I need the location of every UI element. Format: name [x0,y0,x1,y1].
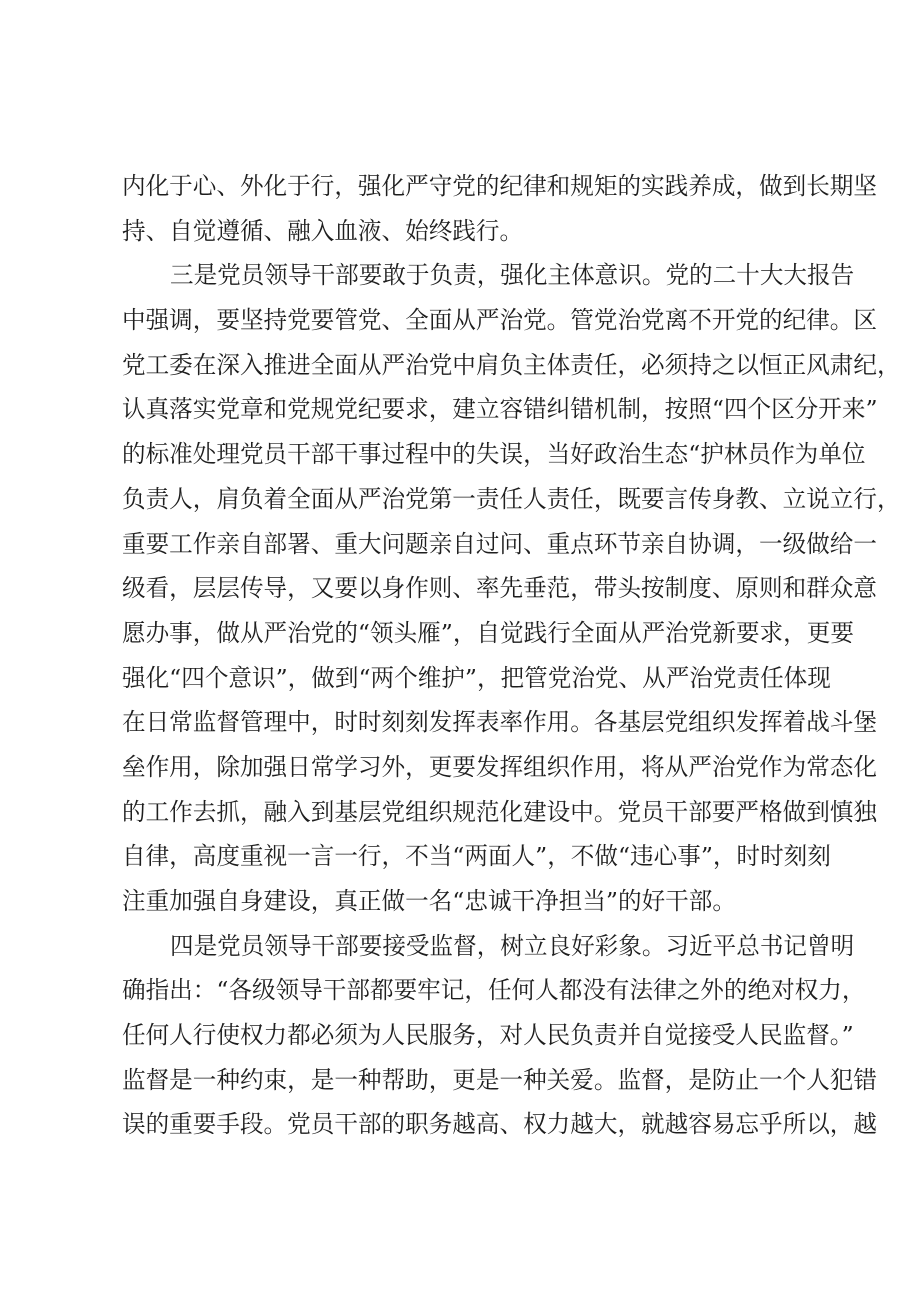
text-line: 内化于心、外化于行，强化严守党的纪律和规矩的实践养成，做到长期坚 [122,172,877,200]
text-line: 强化“四个意识”，做到“两个维护”，把管党治党、从严治党责任体现 [122,663,831,692]
text-line: 垒作用，除加强日常学习外，更要发挥组织作用，将从严治党作为常态化 [122,752,877,781]
text-line: 愿办事，做从严治党的“领头雁”，自觉践行全面从严治党新要求，更要 [122,618,854,647]
text-line: 在日常监督管理中，时时刻刻发挥表率作用。各基层党组织发挥着战斗堡 [122,708,877,737]
text-line: 级看，层层传导，又要以身作则、率先垂范，带头按制度、原则和群众意 [122,574,877,603]
paragraph-start-line: 三是党员领导干部要敢于负责，强化主体意识。党的二十大大报告 [170,261,855,290]
text-line: 的工作去抓，融入到基层党组织规范化建设中。党员干部要严格做到慎独 [122,797,877,826]
text-line: 认真落实党章和党规党纪要求，建立容错纠错机制，按照“四个区分开来” [122,395,878,424]
text-line: 的标准处理党员干部干事过程中的失误，当好政治生态“护林员作为单位 [122,440,866,469]
text-line: 自律，高度重视一言一行，不当“两面人”，不做“违心事”，时时刻刻 [122,842,831,871]
body-text [122,164,901,1147]
text-line: 确指出：“各级领导干部都要牢记，任何人都没有法律之外的绝对权力， [122,976,866,1005]
paragraph-start-line: 四是党员领导干部要接受监督，树立良好彩象。习近平总书记曾明 [170,931,855,960]
text-line: 党工委在深入推进全面从严治党中肩负主体责任，必须持之以恒正风肃纪， [122,350,901,379]
paragraph-end-line: 持、自觉遵循、融入血液、始终践行。 [122,216,524,245]
text-line: 任何人行使权力都必须为人民服务，对人民负责并自觉接受人民监督。” [122,1021,854,1050]
text-line: 中强调，要坚持党要管党、全面从严治党。管党治党离不开党的纪律。区 [122,306,877,335]
paragraph-end-line: 注重加强自身建设，真正做一名“忠诚干净担当”的好干部。 [122,887,736,915]
text-line: 误的重要手段。党员干部的职务越高、权力越大，就越容易忘乎所以，越 [122,1110,877,1139]
text-line: 重要工作亲自部署、重大问题亲自过问、重点环节亲自协调，一级做给一 [122,529,877,558]
text-line: 监督是一种约束，是一种帮助，更是一种关爱。监督，是防止一个人犯错 [122,1065,877,1094]
text-line: 负责人，肩负着全面从严治党第一责任人责任，既要言传身教、立说立行， [122,484,901,513]
